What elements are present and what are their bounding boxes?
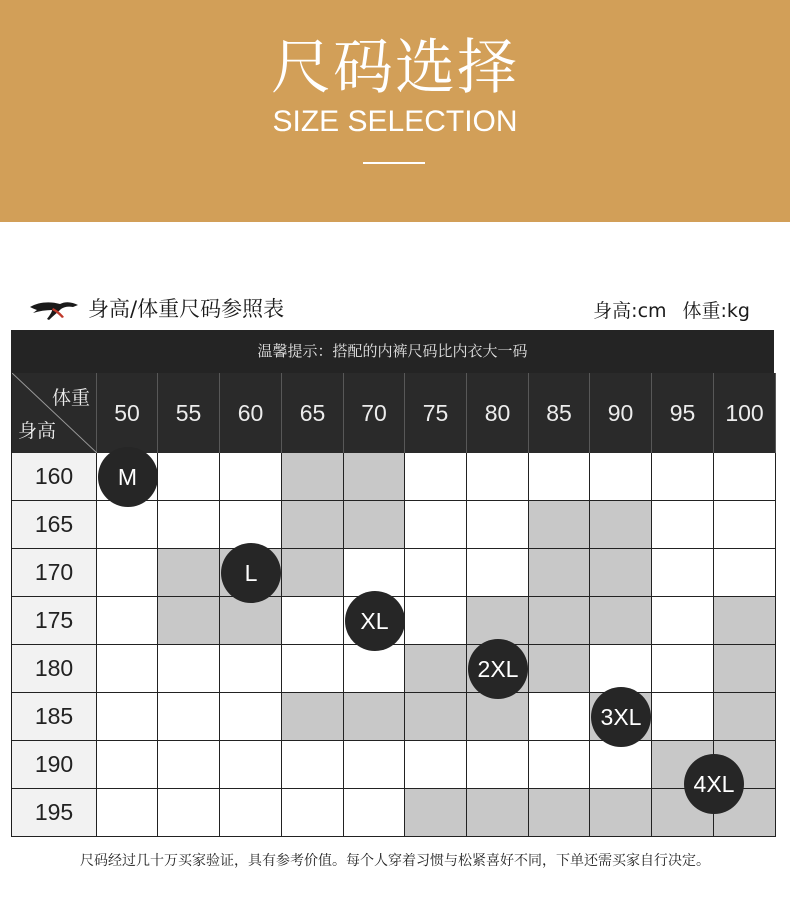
table-cell xyxy=(282,741,344,789)
height-label-160: 160 xyxy=(12,453,97,501)
weight-header-row xyxy=(12,373,776,453)
weight-header-65: 65 xyxy=(282,373,344,453)
table-cell xyxy=(158,597,220,645)
table-cell xyxy=(529,501,590,549)
size-badge-3xl: 3XL xyxy=(591,687,651,747)
table-cell xyxy=(97,693,158,741)
banner-subtitle: SIZE SELECTION xyxy=(272,105,518,138)
weight-header-55: 55 xyxy=(158,373,220,453)
table-row xyxy=(12,789,776,837)
height-label-185: 185 xyxy=(12,693,97,741)
table-cell xyxy=(714,549,776,597)
table-cell xyxy=(282,597,344,645)
weight-header-100: 100 xyxy=(714,373,776,453)
table-cell xyxy=(405,453,467,501)
table-cell xyxy=(529,645,590,693)
table-cell xyxy=(590,501,652,549)
size-badge-4xl: 4XL xyxy=(684,754,744,814)
units-label xyxy=(593,297,750,325)
table-cell xyxy=(405,645,467,693)
table-row xyxy=(12,741,776,789)
weight-header-50: 50 xyxy=(97,373,158,453)
table-cell xyxy=(344,453,405,501)
table-cell xyxy=(467,501,529,549)
table-cell xyxy=(529,693,590,741)
table-cell xyxy=(158,789,220,837)
corner-height-label: 身高 xyxy=(18,420,57,442)
table-row xyxy=(12,549,776,597)
table-title: 身高/体重尺码参照表 xyxy=(88,297,285,321)
table-cell xyxy=(282,789,344,837)
table-cell xyxy=(344,693,405,741)
table-cell xyxy=(344,741,405,789)
table-cell xyxy=(590,549,652,597)
table-cell xyxy=(652,453,714,501)
height-label-175: 175 xyxy=(12,597,97,645)
weight-header-60: 60 xyxy=(220,373,282,453)
size-badge-xl: XL xyxy=(345,591,405,651)
table-cell xyxy=(158,501,220,549)
table-cell xyxy=(590,789,652,837)
table-cell xyxy=(529,789,590,837)
table-cell xyxy=(220,789,282,837)
table-cell xyxy=(529,597,590,645)
table-cell xyxy=(97,645,158,693)
table-cell xyxy=(97,501,158,549)
table-cell xyxy=(467,789,529,837)
tip-bar: 温馨提示：搭配的内裤尺码比内衣大一码 xyxy=(11,330,774,373)
table-cell xyxy=(467,741,529,789)
table-cell xyxy=(529,741,590,789)
height-label-180: 180 xyxy=(12,645,97,693)
height-label-190: 190 xyxy=(12,741,97,789)
weight-header-95: 95 xyxy=(652,373,714,453)
table-cell xyxy=(97,789,158,837)
table-cell xyxy=(467,549,529,597)
table-cell xyxy=(158,741,220,789)
table-cell xyxy=(652,501,714,549)
table-cell xyxy=(158,645,220,693)
weight-unit: 体重:kg xyxy=(682,300,750,322)
height-label-170: 170 xyxy=(12,549,97,597)
table-cell xyxy=(97,597,158,645)
table-cell xyxy=(652,549,714,597)
table-corner xyxy=(12,373,97,453)
table-cell xyxy=(467,693,529,741)
table-cell xyxy=(97,549,158,597)
table-cell xyxy=(405,549,467,597)
table-cell xyxy=(282,693,344,741)
table-cell xyxy=(467,453,529,501)
table-cell xyxy=(220,645,282,693)
table-cell xyxy=(590,741,652,789)
table-cell xyxy=(652,597,714,645)
table-cell xyxy=(405,741,467,789)
banner-divider xyxy=(363,162,425,164)
table-cell xyxy=(344,549,405,597)
table-cell xyxy=(220,597,282,645)
table-cell xyxy=(220,693,282,741)
size-badge-2xl: 2XL xyxy=(468,639,528,699)
table-cell xyxy=(405,597,467,645)
banner-title: 尺码选择 xyxy=(271,33,519,103)
weight-header-70: 70 xyxy=(344,373,405,453)
table-cell xyxy=(282,453,344,501)
height-unit: 身高:cm xyxy=(593,300,667,322)
table-cell xyxy=(529,549,590,597)
table-cell xyxy=(344,789,405,837)
table-cell xyxy=(590,645,652,693)
table-cell xyxy=(652,693,714,741)
table-cell xyxy=(282,645,344,693)
table-cell xyxy=(344,501,405,549)
leaping-animal-logo-icon xyxy=(28,298,80,322)
weight-header-80: 80 xyxy=(467,373,529,453)
table-cell xyxy=(97,741,158,789)
table-cell xyxy=(282,501,344,549)
table-cell xyxy=(529,453,590,501)
table-row xyxy=(12,501,776,549)
table-row xyxy=(12,693,776,741)
table-cell xyxy=(220,501,282,549)
weight-header-90: 90 xyxy=(590,373,652,453)
footer-note: 尺码经过几十万买家验证，具有参考价值。每个人穿着习惯与松紧喜好不同，下单还需买家自行决定。 xyxy=(80,853,710,869)
table-cell xyxy=(220,453,282,501)
corner-weight-label: 体重 xyxy=(51,387,90,409)
table-cell xyxy=(158,693,220,741)
table-cell xyxy=(714,501,776,549)
weight-header-75: 75 xyxy=(405,373,467,453)
table-cell xyxy=(467,597,529,645)
table-cell xyxy=(220,741,282,789)
table-cell xyxy=(405,693,467,741)
table-cell xyxy=(405,789,467,837)
size-badge-l: L xyxy=(221,543,281,603)
table-cell xyxy=(158,549,220,597)
table-cell xyxy=(714,453,776,501)
table-cell xyxy=(158,453,220,501)
table-cell xyxy=(282,549,344,597)
table-row xyxy=(12,645,776,693)
table-cell xyxy=(714,597,776,645)
height-label-195: 195 xyxy=(12,789,97,837)
header-banner xyxy=(0,0,790,222)
table-cell xyxy=(714,693,776,741)
table-cell xyxy=(652,645,714,693)
table-cell xyxy=(714,645,776,693)
size-badge-m: M xyxy=(98,447,158,507)
table-cell xyxy=(344,645,405,693)
table-cell xyxy=(405,501,467,549)
table-cell xyxy=(590,597,652,645)
weight-header-85: 85 xyxy=(529,373,590,453)
height-label-165: 165 xyxy=(12,501,97,549)
table-cell xyxy=(590,453,652,501)
